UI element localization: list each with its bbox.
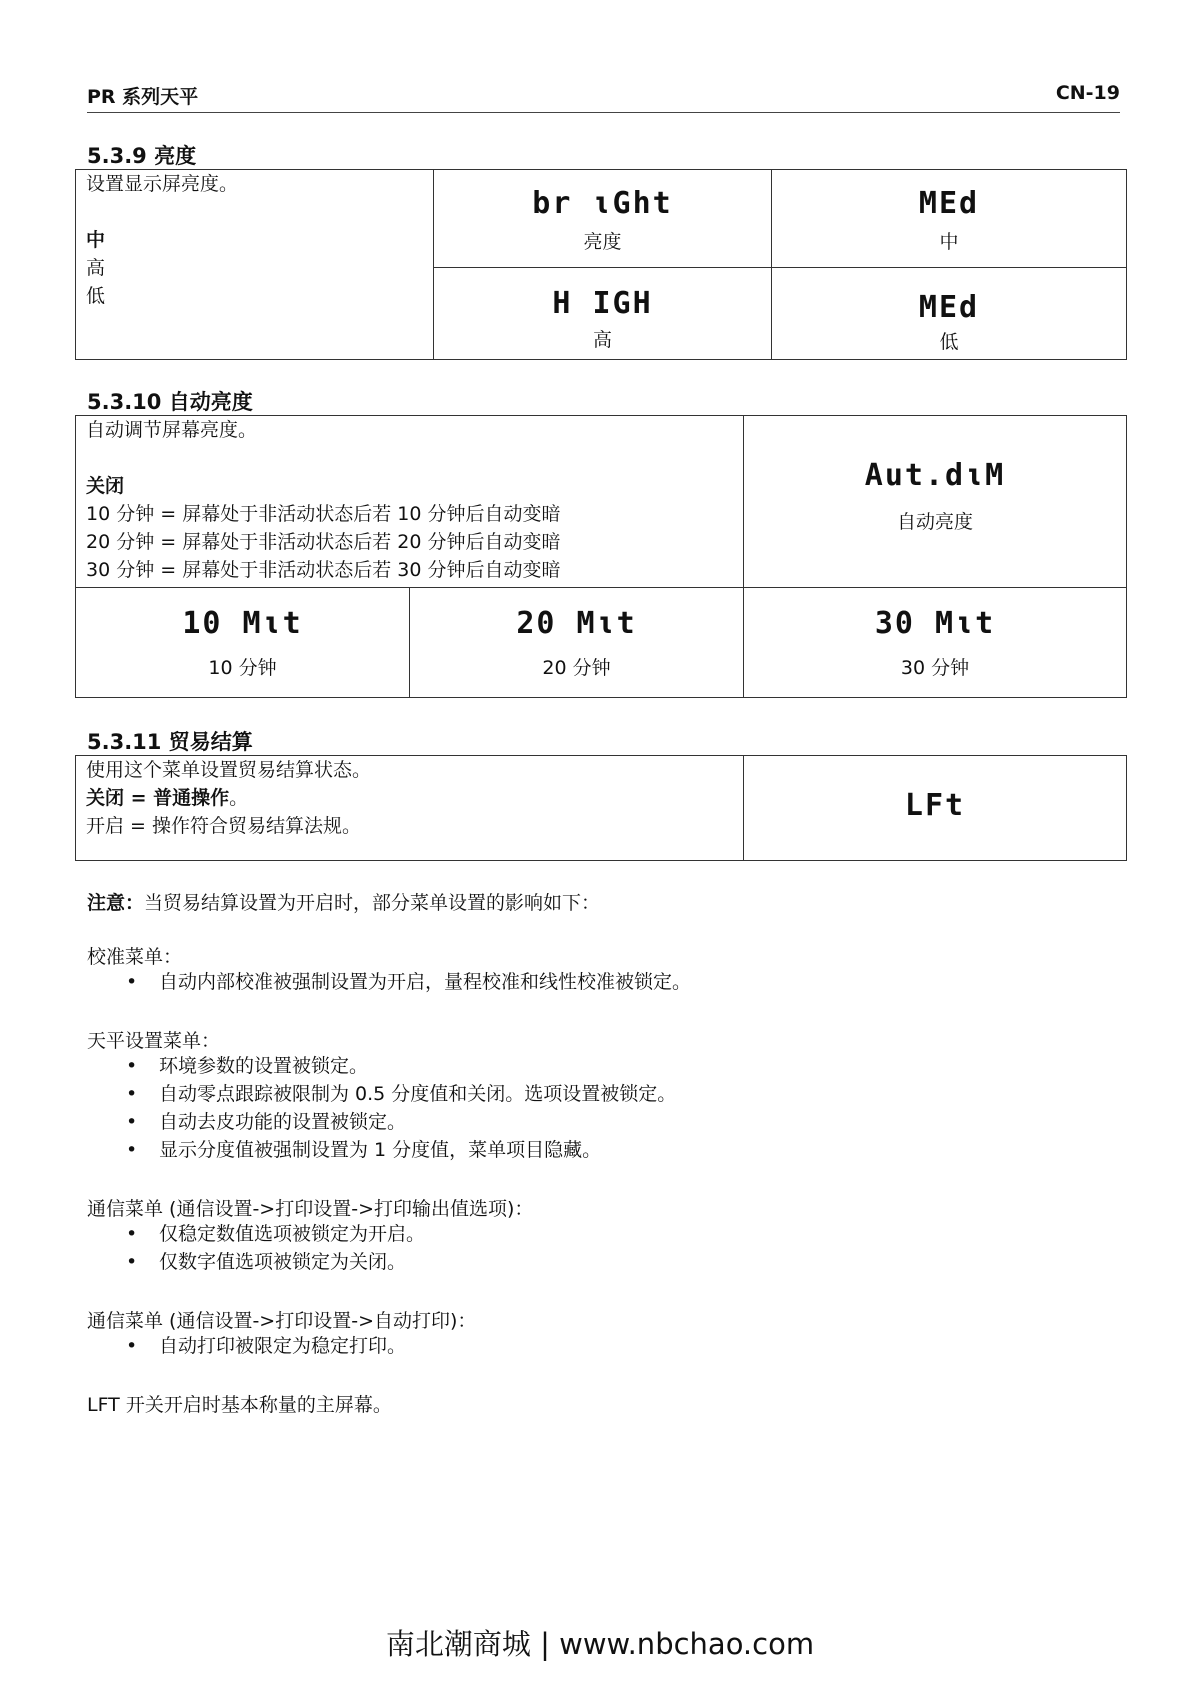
auto-dim-table xyxy=(75,415,1127,698)
section-5-3-9-title: 5.3.9 亮度 xyxy=(87,144,197,168)
option-off: 关闭 xyxy=(86,475,125,497)
lcd-caption: 高 xyxy=(592,329,612,351)
lcd-caption: 自动亮度 xyxy=(897,511,974,533)
option-on: 开启 = 操作符合贸易结算法规。 xyxy=(86,815,361,837)
bullet-icon: • xyxy=(126,971,138,993)
brightness-description xyxy=(76,170,434,360)
list-item: • 自动去皮功能的设置被锁定。 xyxy=(87,1108,676,1136)
brightness-table xyxy=(75,169,1127,360)
page-header xyxy=(87,82,1120,113)
option-default: 中 xyxy=(86,229,106,251)
comm-print-values-heading: 通信菜单 (通信设置->打印设置->打印输出值选项)： xyxy=(87,1198,534,1220)
lcd-cell-30min xyxy=(744,588,1127,698)
lcd-display: 20 Mιt xyxy=(516,606,637,641)
lft-table xyxy=(75,755,1127,861)
lcd-cell-lft xyxy=(744,756,1127,861)
lcd-caption: 亮度 xyxy=(583,231,622,253)
option-high: 高 xyxy=(86,257,106,279)
option-off: 关闭 = 普通操作 xyxy=(86,787,230,809)
bullet-icon: • xyxy=(126,1335,138,1357)
lcd-cell-autodim xyxy=(744,416,1127,588)
comm-print-values-list xyxy=(87,1220,425,1276)
lcd-display: MEd xyxy=(918,186,980,221)
option-30min: 30 分钟 = 屏幕处于非活动状态后若 30 分钟后自动变暗 xyxy=(86,559,561,581)
bullet-icon: • xyxy=(126,1139,138,1161)
list-item: • 仅数字值选项被锁定为关闭。 xyxy=(87,1248,425,1276)
auto-dim-description xyxy=(76,416,744,588)
calibration-menu-list xyxy=(87,968,691,996)
lcd-caption: 20 分钟 xyxy=(542,657,611,679)
lcd-cell-med-low xyxy=(772,268,1127,360)
lcd-caption: 30 分钟 xyxy=(900,657,970,679)
note-paragraph xyxy=(87,888,600,915)
bullet-icon: • xyxy=(126,1251,138,1273)
list-item: • 环境参数的设置被锁定。 xyxy=(87,1052,676,1080)
description-line: 使用这个菜单设置贸易结算状态。 xyxy=(86,759,372,781)
list-item: • 自动打印被限定为稳定打印。 xyxy=(87,1332,406,1360)
option-20min: 20 分钟 = 屏幕处于非活动状态后若 20 分钟后自动变暗 xyxy=(86,531,561,553)
lcd-cell-10min xyxy=(76,588,410,698)
option-10min: 10 分钟 = 屏幕处于非活动状态后若 10 分钟后自动变暗 xyxy=(86,503,561,525)
bullet-icon: • xyxy=(126,1055,138,1077)
lcd-display: MEd xyxy=(918,290,980,325)
lcd-caption: 10 分钟 xyxy=(208,657,277,679)
lcd-display: Aut.dιM xyxy=(864,458,1006,493)
calibration-menu-heading: 校准菜单： xyxy=(87,946,183,968)
list-item: • 显示分度值被强制设置为 1 分度值，菜单项目隐藏。 xyxy=(87,1136,676,1164)
bullet-icon: • xyxy=(126,1223,138,1245)
lcd-display: 10 Mιt xyxy=(182,606,303,641)
lcd-caption: 低 xyxy=(939,331,959,353)
page-number: CN-19 xyxy=(1055,82,1120,104)
note-text: 当贸易结算设置为开启时，部分菜单设置的影响如下： xyxy=(144,892,601,914)
description-line: 设置显示屏亮度。 xyxy=(86,173,239,195)
balance-setup-heading: 天平设置菜单： xyxy=(87,1030,221,1052)
lcd-display: br ιGht xyxy=(532,186,673,221)
description-line: 自动调节屏幕亮度。 xyxy=(86,419,258,441)
bullet-icon: • xyxy=(126,1083,138,1105)
list-item: • 仅稳定数值选项被锁定为开启。 xyxy=(87,1220,425,1248)
lcd-cell-20min xyxy=(410,588,744,698)
note-label: 注意： xyxy=(87,892,145,914)
lcd-cell-bright xyxy=(434,170,772,268)
option-off-tail: 。 xyxy=(229,787,249,809)
lcd-display: LFt xyxy=(904,788,966,823)
lcd-cell-med xyxy=(772,170,1127,268)
bullet-icon: • xyxy=(126,1111,138,1133)
balance-setup-list xyxy=(87,1052,676,1164)
footer-watermark: 南北潮商城 | www.nbchao.com xyxy=(385,1627,815,1661)
header-title: PR 系列天平 xyxy=(87,86,199,108)
section-5-3-11-title: 5.3.11 贸易结算 xyxy=(87,730,253,754)
lcd-display: H IGH xyxy=(552,286,653,321)
lft-final-line: LFT 开关开启时基本称量的主屏幕。 xyxy=(87,1394,392,1416)
lcd-display: 30 Mιt xyxy=(874,606,996,641)
list-item: • 自动零点跟踪被限制为 0.5 分度值和关闭。选项设置被锁定。 xyxy=(87,1080,676,1108)
option-low: 低 xyxy=(86,285,106,307)
lcd-caption: 中 xyxy=(939,231,959,253)
section-5-3-10-title: 5.3.10 自动亮度 xyxy=(87,390,253,414)
list-item: • 自动内部校准被强制设置为开启，量程校准和线性校准被锁定。 xyxy=(87,968,691,996)
comm-auto-print-heading: 通信菜单 (通信设置->打印设置->自动打印)： xyxy=(87,1310,477,1332)
lcd-cell-high xyxy=(434,268,772,360)
comm-auto-print-list xyxy=(87,1332,406,1360)
lft-description xyxy=(76,756,744,861)
